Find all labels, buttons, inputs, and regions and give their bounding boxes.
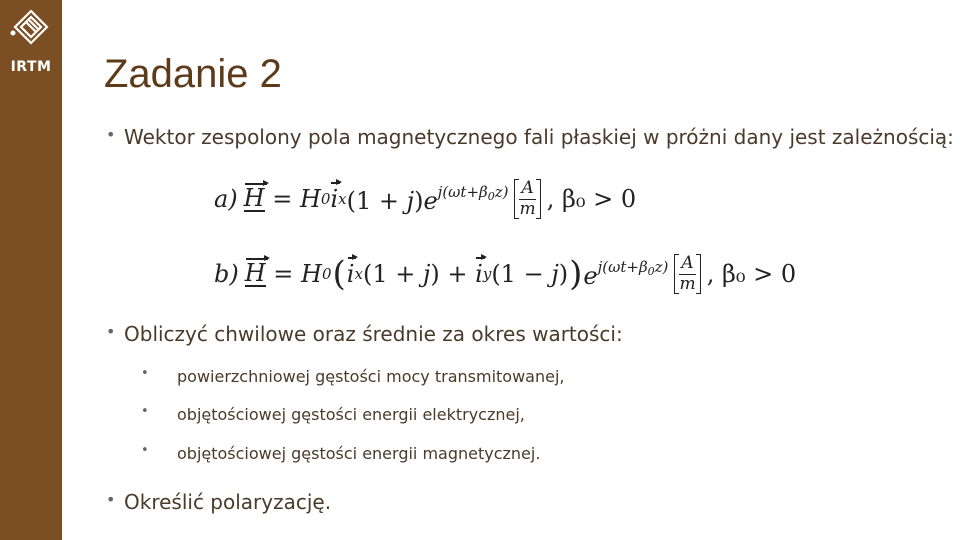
bullet-dot: • — [141, 443, 149, 458]
list-item: • objętościowej gęstości energii elektrycznej, — [141, 404, 525, 424]
intro-bullet — [106, 125, 954, 149]
bullet-dot: • — [106, 322, 116, 341]
list-item: • powierzchniowej gęstości mocy transmitowanej, — [141, 366, 565, 386]
bullet-dot: • — [106, 490, 116, 509]
equation-a-label: a) — [214, 185, 238, 213]
final-text: Określić polaryzację. — [124, 490, 332, 514]
unit-fraction-a: $\frac{A}{m}$ — [514, 179, 540, 219]
diamond-logo-icon — [9, 8, 53, 54]
equation-b-label: b) — [214, 260, 239, 288]
sidebar — [0, 0, 62, 540]
task-bullet — [106, 322, 623, 346]
unit-fraction-b: $\frac{A}{m}$ — [674, 254, 700, 294]
logo-text: IRTM — [10, 59, 52, 75]
page-title: Zadanie 2 — [104, 52, 282, 96]
task-text: Obliczyć chwilowe oraz średnie za okres wartości: — [124, 322, 623, 346]
condition-b: β₀ > 0 — [721, 260, 797, 288]
bullet-dot: • — [141, 404, 149, 419]
condition-a: β₀ > 0 — [562, 185, 637, 213]
equation-a: a) H = H 0 i x $(1 + j)e^{j(\omega t+\beta_0z)}$ $\frac{A}{m}$ , β₀ > 0 — [214, 177, 637, 219]
equation-b: b) H = H 0 ( i x (1 + j) + i y (1 − j) ) $e^{j(\omega t+\beta_0z)}$ $\frac{A}{m}$ , β₀ > 0 — [214, 252, 797, 294]
bullet-dot: • — [106, 125, 116, 144]
bullet-dot: • — [141, 366, 149, 381]
final-bullet — [106, 490, 332, 514]
list-item: • objętościowej gęstości energii magnetycznej. — [141, 443, 541, 463]
intro-text: Wektor zespolony pola magnetycznego fali płaskiej w próżni dany jest zależnością: — [124, 125, 954, 149]
